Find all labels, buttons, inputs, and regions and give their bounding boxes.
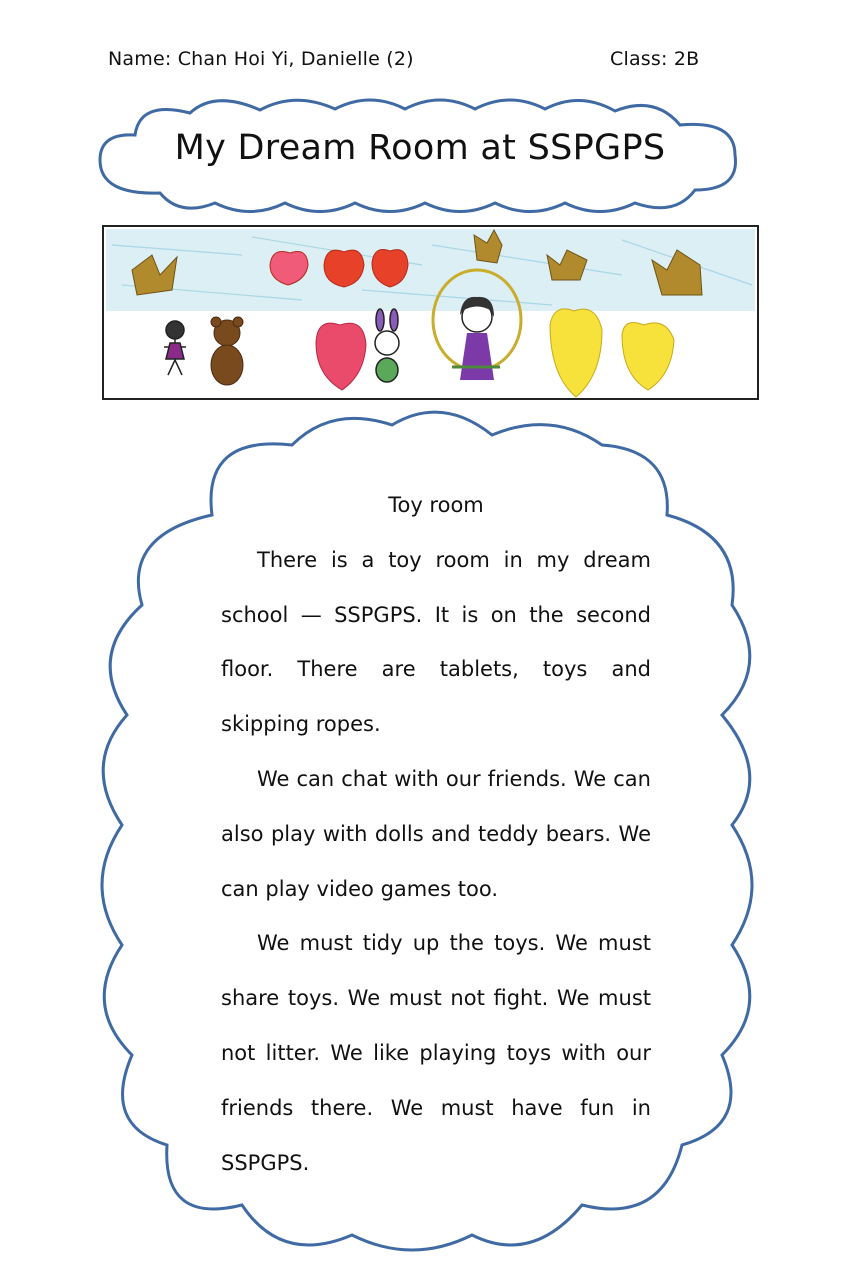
story-text (221, 478, 651, 1190)
page-title: My Dream Room at SSPGPS (174, 128, 666, 168)
heart-icon (270, 250, 408, 288)
story-paragraph-3: We must tidy up the toys. We must share toys. We must not fight. We must not litter. We like playing toys with our friends there. We must have fun in SSPGPS. (221, 931, 651, 1175)
student-name: Name: Chan Hoi Yi, Danielle (2) (108, 48, 414, 70)
teddy-bear (211, 317, 243, 385)
class-label: Class: 2B (610, 48, 700, 70)
toy-room-drawing (102, 225, 759, 400)
story-heading: Toy room (388, 493, 484, 517)
story-paragraph-1: There is a toy room in my dream school — SSPGPS. It is on the second floor. There are tablets, toys and skipping ropes. (221, 547, 651, 737)
story-paragraph-2: We can chat with our friends. We can also play with dolls and teddy bears. We can play video games too. (221, 766, 651, 901)
